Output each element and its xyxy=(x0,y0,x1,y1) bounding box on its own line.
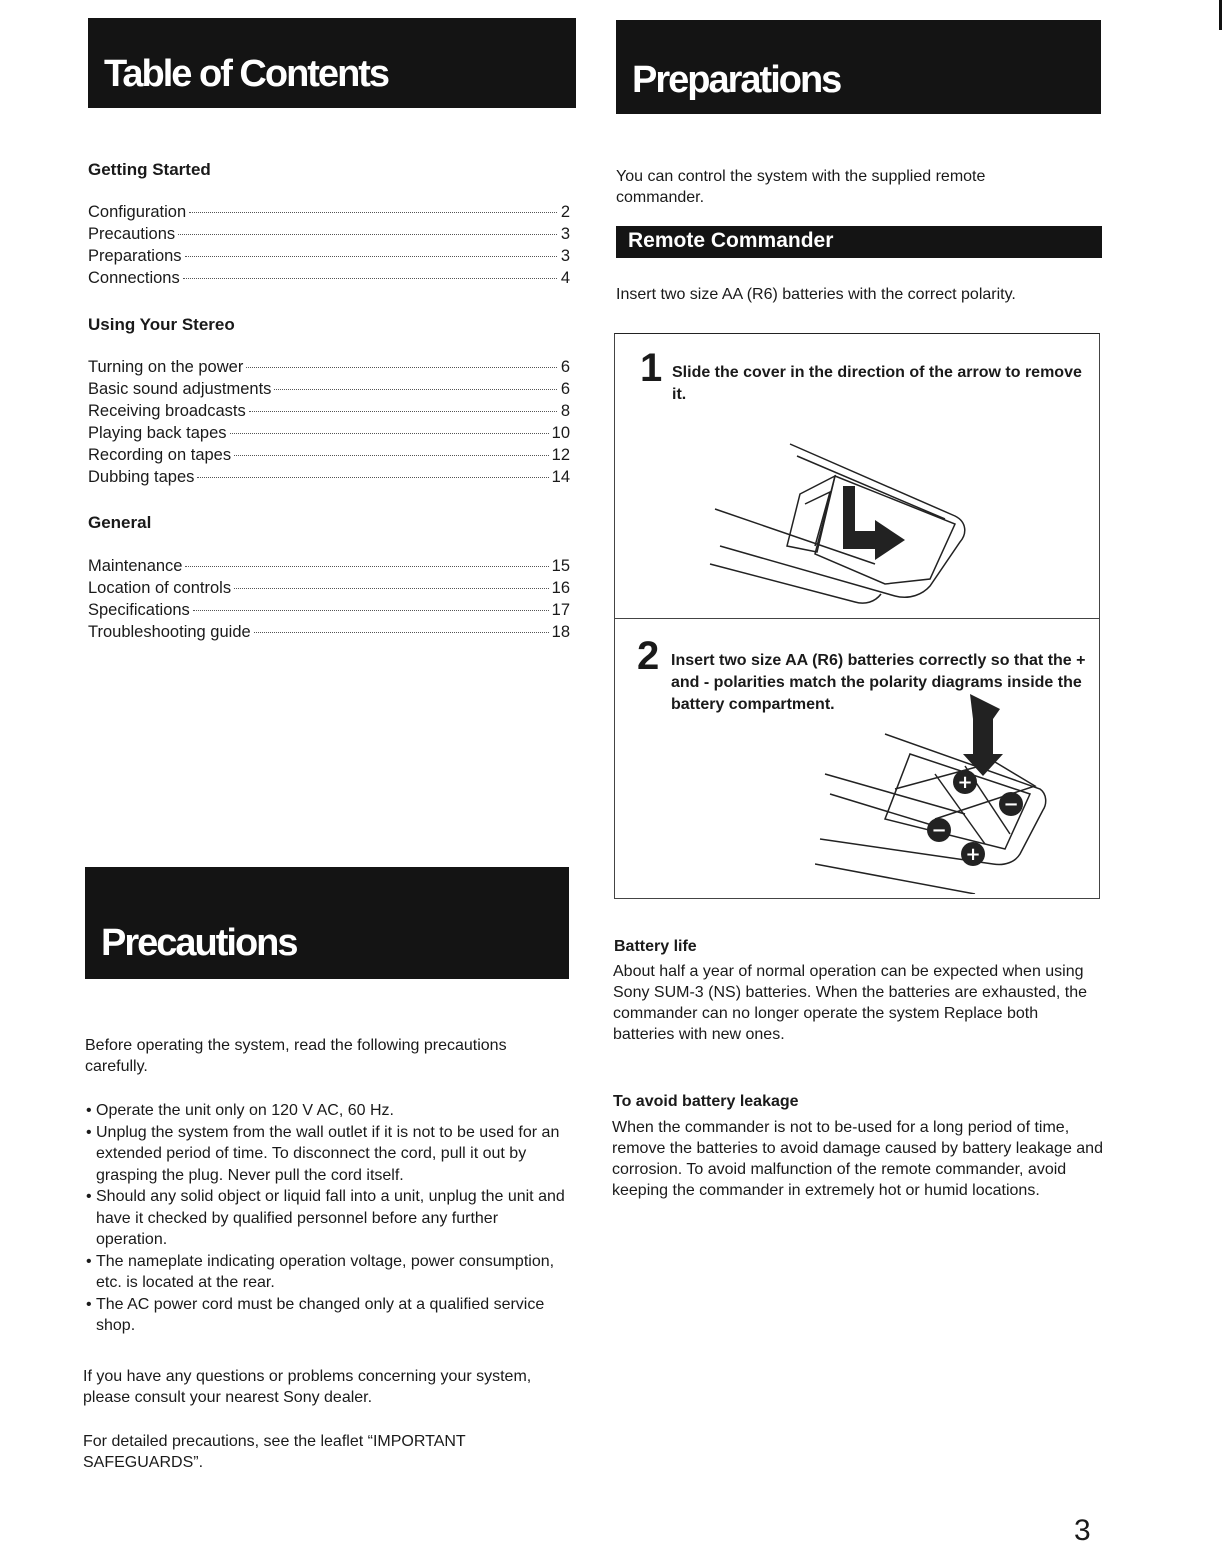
toc-entry xyxy=(88,601,570,623)
svg-text:+: + xyxy=(965,844,981,865)
step-1-number: 1 xyxy=(640,346,663,390)
toc-entry xyxy=(88,358,570,380)
toc-entry-page: 17 xyxy=(551,601,570,619)
toc-entry-page: 12 xyxy=(551,446,570,464)
precautions-intro: Before operating the system, read the following precautions carefully. xyxy=(85,1037,507,1075)
toc-list-getting-started xyxy=(88,203,570,291)
toc-entry-title: Turning on the power xyxy=(88,358,244,376)
toc-entry-title: Preparations xyxy=(88,247,182,265)
toc-entry xyxy=(88,225,570,247)
toc-entry xyxy=(88,446,570,468)
battery-insert-illustration xyxy=(815,694,1055,894)
preparations-title: Preparations xyxy=(632,59,841,101)
precaution-item: • Unplug the system from the wall outlet if it is not to be used for an extended period of time. To disconnect the cord, pull it out by grasping the plug. Never pull the cord itself. xyxy=(86,1122,570,1187)
toc-entry xyxy=(88,402,570,424)
toc-entry xyxy=(88,203,570,225)
toc-entry-title: Recording on tapes xyxy=(88,446,232,464)
battery-life-text: About half a year of normal operation can be expected when using Sony SUM-3 (NS) batteries. When the batteries are exhausted, the commander can no longer operate the system Replace both batteries with new ones. xyxy=(613,963,1088,1043)
toc-banner xyxy=(88,18,576,108)
toc-entry xyxy=(88,468,570,490)
edge-mark xyxy=(1219,0,1222,30)
toc-entry-title: Dubbing tapes xyxy=(88,468,195,486)
toc-entry xyxy=(88,579,570,601)
toc-entry-page: 14 xyxy=(551,468,570,486)
toc-entry-title: Troubleshooting guide xyxy=(88,623,251,641)
remote-commander-heading: Remote Commander xyxy=(628,229,834,252)
toc-entry-title: Precautions xyxy=(88,225,176,243)
precautions-title: Precautions xyxy=(101,922,297,964)
leakage-text: When the commander is not to be-used for a long period of time, remove the batteries to avoid damage caused by battery leakage and corrosion. To avoid malfunction of the remote commander, avoid keeping the commander in extremely hot or humid locations. xyxy=(612,1119,1103,1199)
toc-entry-page: 8 xyxy=(560,402,570,420)
precaution-item: • The AC power cord must be changed only at a qualified service shop. xyxy=(86,1294,570,1337)
toc-title: Table of Contents xyxy=(104,53,389,95)
toc-entry xyxy=(88,557,570,579)
precaution-item: • Should any solid object or liquid fall into a unit, unplug the unit and have it checked by qualified personnel before any further operation. xyxy=(86,1186,570,1251)
svg-text:−: − xyxy=(931,820,947,841)
toc-entry-page: 4 xyxy=(560,269,570,287)
remote-intro: Insert two size AA (R6) batteries with the correct polarity. xyxy=(616,286,1016,303)
toc-entry-title: Playing back tapes xyxy=(88,424,227,442)
precaution-item: • Operate the unit only on 120 V AC, 60 Hz. xyxy=(86,1100,570,1122)
toc-list-general xyxy=(88,557,570,645)
precautions-leaflet: For detailed precautions, see the leaflet “IMPORTANT SAFEGUARDS”. xyxy=(83,1433,466,1471)
toc-entry-page: 18 xyxy=(551,623,570,641)
toc-entry-title: Maintenance xyxy=(88,557,183,575)
toc-entry-page: 16 xyxy=(551,579,570,597)
toc-entry-page: 15 xyxy=(551,557,570,575)
toc-section-heading: General xyxy=(88,513,152,532)
battery-life-heading: Battery life xyxy=(614,938,697,955)
toc-entry-page: 3 xyxy=(560,247,570,265)
preparations-banner xyxy=(616,20,1101,114)
toc-entry xyxy=(88,247,570,269)
toc-entry-page: 3 xyxy=(560,225,570,243)
toc-entry-title: Location of controls xyxy=(88,579,232,597)
toc-entry xyxy=(88,623,570,645)
toc-section-heading: Using Your Stereo xyxy=(88,315,235,334)
step-2-text: Insert two size AA (R6) batteries correctly so that the + and - polarities match the polarity diagrams inside the battery compartment. xyxy=(671,652,1086,713)
toc-entry xyxy=(88,269,570,291)
remote-cover-illustration xyxy=(705,434,985,609)
toc-entry-page: 6 xyxy=(560,358,570,376)
toc-entry-title: Receiving broadcasts xyxy=(88,402,246,420)
precautions-questions: If you have any questions or problems concerning your system, please consult your nearest Sony dealer. xyxy=(83,1368,532,1406)
toc-entry-page: 2 xyxy=(560,203,570,221)
remote-commander-heading-bar xyxy=(616,226,1102,258)
steps-box xyxy=(614,333,1100,899)
leakage-heading: To avoid battery leakage xyxy=(613,1093,799,1110)
svg-text:−: − xyxy=(1003,794,1019,815)
precautions-banner xyxy=(85,867,569,979)
preparations-intro: You can control the system with the supplied remote commander. xyxy=(616,168,986,206)
toc-entry-page: 10 xyxy=(551,424,570,442)
toc-entry-page: 6 xyxy=(560,380,570,398)
toc-section-heading: Getting Started xyxy=(88,160,211,179)
step-2-number: 2 xyxy=(637,634,660,678)
toc-entry-title: Configuration xyxy=(88,203,187,221)
step-divider xyxy=(615,618,1099,619)
toc-entry xyxy=(88,380,570,402)
toc-entry-title: Basic sound adjustments xyxy=(88,380,272,398)
page-number: 3 xyxy=(1074,1514,1091,1547)
svg-text:+: + xyxy=(957,772,973,793)
precaution-item: • The nameplate indicating operation voltage, power consumption, etc. is located at the rear. xyxy=(86,1251,570,1294)
toc-entry xyxy=(88,424,570,446)
toc-entry-title: Connections xyxy=(88,269,180,287)
precautions-list xyxy=(86,1100,570,1337)
toc-list-using-your-stereo xyxy=(88,358,570,490)
step-1-text: Slide the cover in the direction of the arrow to remove it. xyxy=(672,364,1082,403)
toc-entry-title: Specifications xyxy=(88,601,190,619)
